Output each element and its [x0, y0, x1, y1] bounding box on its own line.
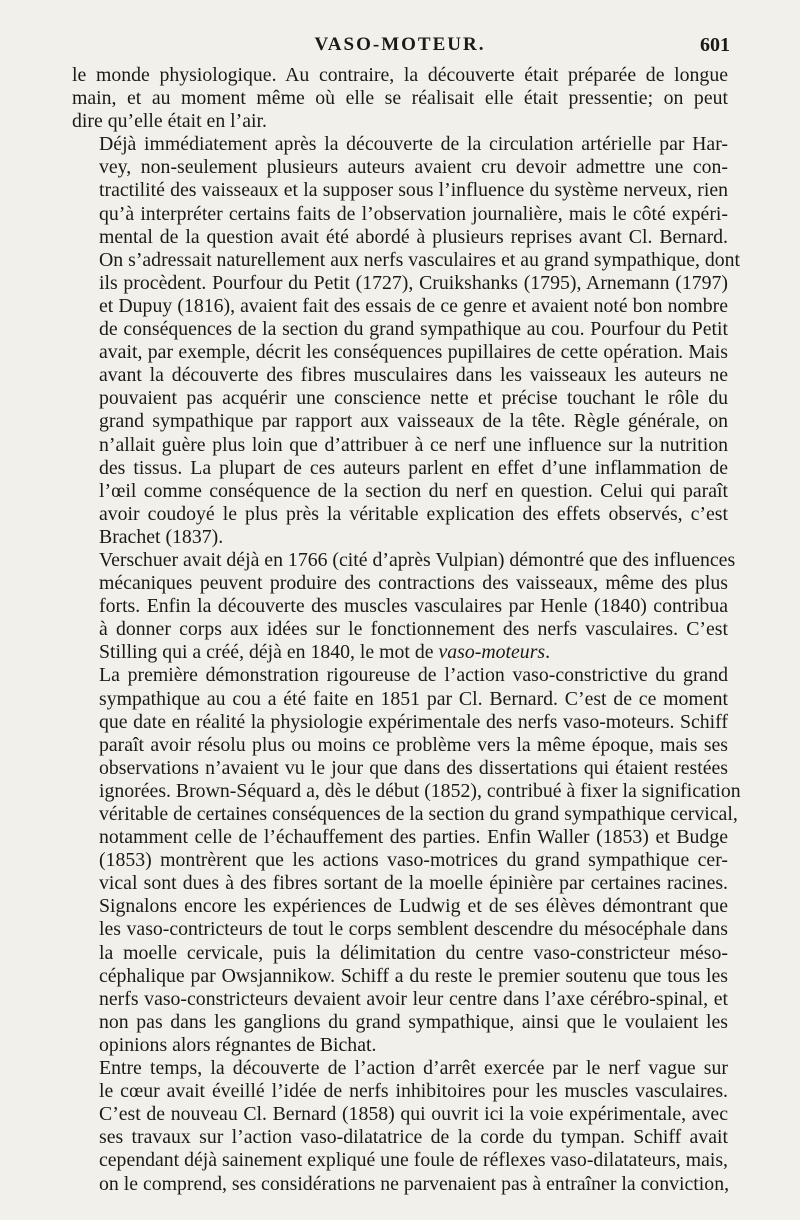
- text-line: Signalons encore les expériences de Ludwig et de ses élèves démontrant que: [99, 895, 728, 918]
- paragraph: [72, 133, 741, 549]
- text-line: ils procèdent. Pourfour du Petit (1727), Cruikshanks (1795), Arnemann (1797): [99, 271, 728, 294]
- text-line: et Dupuy (1816), avaient fait des essais de ce genre et avaient noté bon nombre: [99, 294, 728, 317]
- text-line: Déjà immédiatement après la découverte de la circulation artérielle par Har-: [99, 133, 728, 156]
- text-line: sympathique au cou a été faite en 1851 par Cl. Bernard. C’est de ce moment: [99, 687, 728, 710]
- punctuation: .: [545, 641, 551, 664]
- paragraph: [72, 548, 736, 664]
- text-line: tractilité des vaisseaux et la supposer sous l’influence du système nerveux, rien: [99, 179, 728, 202]
- text-line: On s’adressait naturellement aux nerfs vasculaires et au grand sympathique, dont: [99, 248, 741, 271]
- text-line: avant la découverte des fibres musculaires dans les vaisseaux les auteurs ne: [99, 364, 728, 387]
- text-line: opinions alors régnantes de Bichat.: [99, 1033, 377, 1056]
- text-line: mental de la question avait été abordé à plusieurs reprises avant Cl. Bernard.: [99, 225, 728, 248]
- text-line: vey, non-seulement plusieurs auteurs avaient cru devoir admettre une con-: [99, 156, 728, 179]
- text-line: on le comprend, ses considérations ne parvenaient pas à entraîner la conviction,: [99, 1172, 730, 1195]
- text-line: vical sont dues à des fibres sortant de la moelle épinière par certaines racines.: [99, 872, 728, 895]
- page-header: [72, 34, 728, 64]
- text-line: grand sympathique par rapport aux vaisseaux de la tête. Règle générale, on: [99, 410, 728, 433]
- text-line: ignorées. Brown-Séquard a, dès le début (1852), contribué à fixer la signification: [99, 779, 741, 802]
- text-line: les vaso-contricteurs de tout le corps semblent descendre du mésocéphale dans: [99, 918, 728, 941]
- text-line: avoir coudoyé le plus près la véritable explication des effets observés, c’est: [99, 502, 728, 525]
- text-line: C’est de nouveau Cl. Bernard (1858) qui ouvrit ici la voie expérimentale, avec: [99, 1103, 728, 1126]
- text-line: qu’à interpréter certains faits de l’observation journalière, mais le côté expéri-: [99, 202, 728, 225]
- text-line: nerfs vaso-constricteurs devaient avoir leur centre dans l’axe cérébro-spinal, et: [99, 987, 728, 1010]
- text-line: Verschuer avait déjà en 1766 (cité d’après Vulpian) démontré que des influences: [99, 548, 736, 571]
- text-line: des tissus. La plupart de ces auteurs parlent en effet d’une inflammation de: [99, 456, 728, 479]
- text-line: le cœur avait éveillé l’idée de nerfs inhibitoires pour les muscles vasculaires.: [99, 1080, 728, 1103]
- running-title: VASO-MOTEUR.: [314, 34, 486, 55]
- text-line: que date en réalité la physiologie expérimentale des nerfs vaso-moteurs. Schiff: [99, 710, 728, 733]
- text-line: mécaniques peuvent produire des contractions des vaisseaux, même des plus: [99, 572, 728, 595]
- text-line: à donner corps aux idées sur le fonctionnement des nerfs vasculaires. C’est: [99, 618, 728, 641]
- text-line: la moelle cervicale, puis la délimitation du centre vaso-constricteur méso-: [99, 941, 728, 964]
- text-line: Entre temps, la découverte de l’action d’arrêt exercée par le nerf vague sur: [99, 1057, 728, 1080]
- text-line: main, et au moment même où elle se réalisait elle était pressentie; on peut: [72, 87, 728, 110]
- text-line: notamment celle de l’échauffement des parties. Enfin Waller (1853) et Budge: [99, 826, 728, 849]
- text-line: observations n’avaient vu le jour que dans des dissertations qui étaient restées: [99, 756, 728, 779]
- text-line: ses travaux sur l’action vaso-dilatatrice de la corde du tympan. Schiff avait: [99, 1126, 728, 1149]
- text-line: cependant déjà sainement expliqué une foule de réflexes vaso-dilatateurs, mais,: [99, 1149, 728, 1172]
- text-line: pouvaient pas acquérir une conscience nette et précise touchant le rôle du: [99, 387, 728, 410]
- text-line: Stilling qui a créé, déjà en 1840, le mot de vaso-moteurs.: [99, 641, 551, 664]
- text-line: de conséquences de la section du grand sympathique au cou. Pourfour du Petit: [99, 318, 728, 341]
- text-line: dire qu’elle était en l’air.: [72, 110, 267, 133]
- text-line: (1853) montrèrent que les actions vaso-motrices du grand sympathique cer-: [99, 849, 728, 872]
- text-line: le monde physiologique. Au contraire, la découverte était préparée de longue: [72, 64, 728, 86]
- text-line: l’œil comme conséquence de la section du nerf en question. Celui qui paraît: [99, 479, 728, 502]
- text-line: paraît avoir résolu plus ou moins ce problème vers la même époque, mais ses: [99, 733, 728, 756]
- text-line: La première démonstration rigoureuse de l’action vaso-constrictive du grand: [99, 664, 728, 687]
- page-number: 601: [700, 34, 730, 56]
- text-line: non pas dans les ganglions du grand sympathique, ainsi que le voulaient les: [99, 1010, 728, 1033]
- text-line: Brachet (1837).: [99, 525, 224, 548]
- paragraph: [72, 64, 728, 133]
- text-line: n’allait guère plus loin que d’attribuer à ce nerf une influence sur la nutrition: [99, 433, 728, 456]
- paragraph: [72, 1057, 728, 1196]
- text-line: céphalique par Owsjannikow. Schiff a du reste le premier soutenu que tous les: [99, 964, 728, 987]
- body-text: [72, 64, 741, 1196]
- text-line: forts. Enfin la découverte des muscles vasculaires par Henle (1840) contribua: [99, 595, 728, 618]
- text-line: véritable de certaines conséquences de la section du grand sympathique cervical,: [99, 803, 738, 825]
- emphasized-term: vaso-moteurs: [438, 641, 546, 664]
- paragraph: [72, 664, 741, 1057]
- text-line: avait, par exemple, décrit les conséquences pupillaires de cette opération. Mais: [99, 341, 728, 364]
